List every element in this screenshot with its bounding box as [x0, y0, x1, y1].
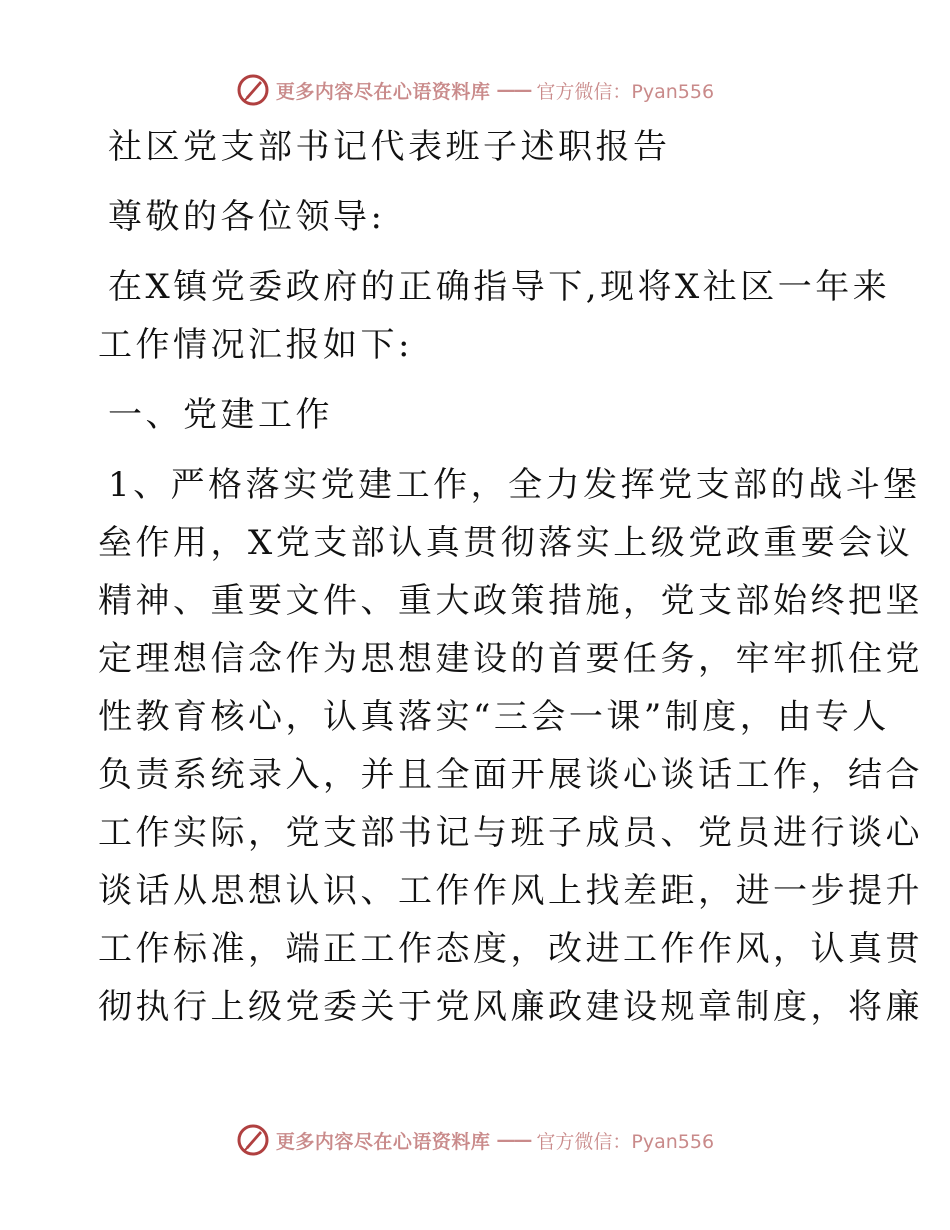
- intro-paragraph: [98, 258, 891, 374]
- footer-watermark: [0, 1120, 950, 1160]
- paragraph-line: 负责系统录入，并且全面开展谈心谈话工作，结合: [98, 755, 923, 795]
- paragraph-line: 1、严格落实党建工作，全力发挥党支部的战斗堡: [108, 465, 921, 505]
- watermark-wechat: 官方微信：Pyan556: [536, 1130, 715, 1153]
- paragraph-line: 垒作用，X党支部认真贯彻落实上级党政重要会议: [98, 523, 914, 563]
- paragraph-line: 精神、重要文件、重大政策措施，党支部始终把坚: [98, 581, 923, 621]
- watermark-separator: ——: [496, 1129, 531, 1151]
- paragraph-line: 定理想信念作为思想建设的首要任务，牢牢抓住党: [98, 639, 923, 679]
- paragraph-line: 彻执行上级党委关于党风廉政建设规章制度，将廉: [98, 987, 923, 1027]
- header-watermark: [0, 70, 950, 110]
- quill-logo-icon: [236, 1123, 270, 1157]
- paragraph-line: 工作实际，党支部书记与班子成员、党员进行谈心: [98, 813, 923, 853]
- watermark-separator: ——: [496, 79, 531, 101]
- watermark-text: 更多内容尽在心语资料库: [275, 80, 491, 103]
- paragraph-line: 在X镇党委政府的正确指导下,现将X社区一年来: [108, 267, 891, 307]
- document-title: 社区党支部书记代表班子述职报告: [108, 127, 671, 167]
- document-body: [98, 118, 923, 1036]
- quill-logo-icon: [236, 73, 270, 107]
- salutation: 尊敬的各位领导:: [108, 197, 386, 237]
- section-heading: 一、党建工作: [108, 395, 333, 435]
- paragraph-line: 工作标准，端正工作态度，改进工作作风，认真贯: [98, 929, 923, 969]
- paragraph-line: 谈话从思想认识、工作作风上找差距，进一步提升: [98, 871, 923, 911]
- paragraph-line: 性教育核心，认真落实“三会一课”制度，由专人: [98, 697, 890, 737]
- section1-paragraph: [98, 456, 923, 1036]
- watermark-text: 更多内容尽在心语资料库: [275, 1130, 491, 1153]
- paragraph-line: 工作情况汇报如下:: [98, 325, 413, 365]
- watermark-wechat: 官方微信：Pyan556: [536, 80, 715, 103]
